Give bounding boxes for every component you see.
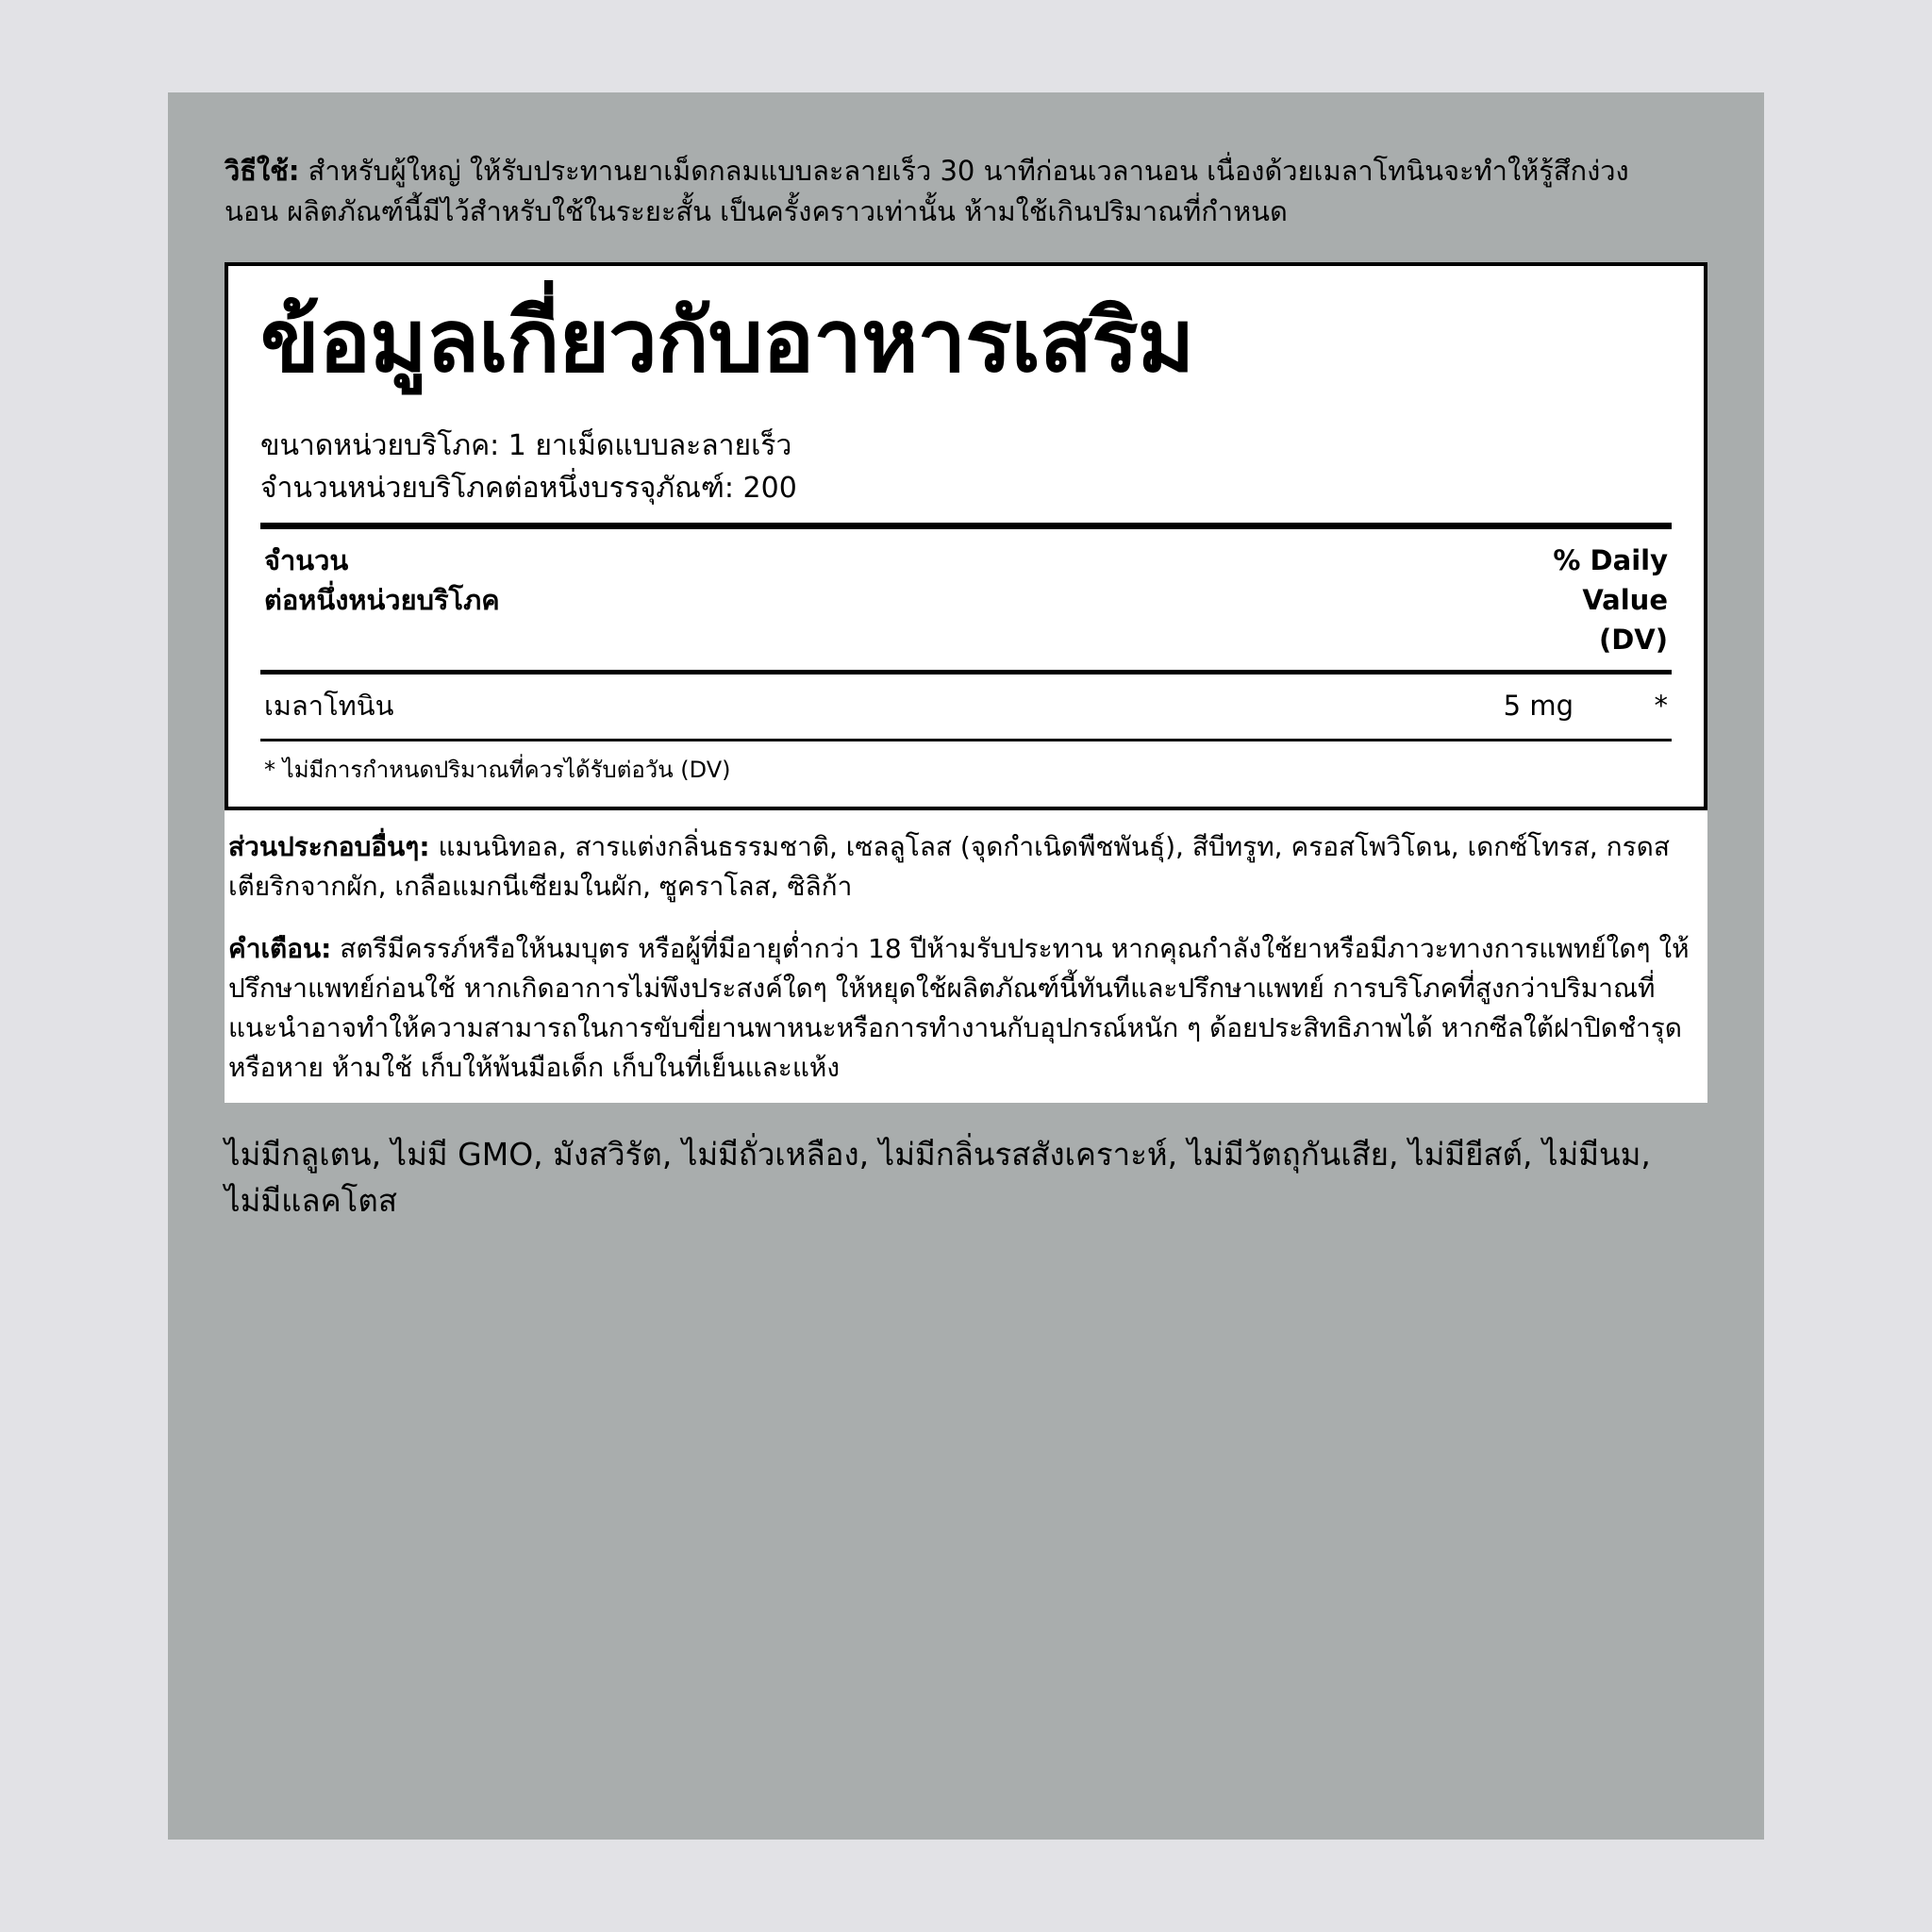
other-ingredients-label: ส่วนประกอบอื่นๆ: <box>228 830 430 862</box>
divider-thick-top <box>260 523 1672 529</box>
facts-table-header <box>260 529 1672 669</box>
supplement-facts-title: ข้อมูลเกี่ยวกับอาหารเสริม <box>260 290 1194 391</box>
warning-paragraph <box>228 929 1704 1088</box>
servings-per-container: จำนวนหน่วยบริโภคต่อหนึ่งบรรจุภัณฑ์: 200 <box>260 472 797 506</box>
directions-paragraph <box>225 151 1658 232</box>
table-row <box>260 675 1672 739</box>
amount-header-line2: ต่อหนึ่งหน่วยบริโภค <box>264 584 500 617</box>
warning-label: คำเตือน: <box>228 932 332 964</box>
dv-header-line3: (DV) <box>1598 624 1668 657</box>
dv-header-line1: % Daily <box>1553 544 1668 577</box>
directions-label: วิธีใช้: <box>225 155 300 187</box>
amount-header-line1: จำนวน <box>264 544 349 577</box>
amount-per-serving-header <box>264 541 500 620</box>
nutrient-amount: 5 mg <box>1503 689 1574 722</box>
free-from-claims: ไม่มีกลูเตน, ไม่มี GMO, มังสวิรัต, ไม่มีถั่วเหลือง, ไม่มีกลิ่นรสสังเคราะห์, ไม่มีวัตถุกันเสีย, ไม่มียีสต์, ไม่มีนม, ไม่มีแลคโตส <box>225 1135 1651 1219</box>
daily-value-header <box>1553 541 1668 659</box>
warning-text: สตรีมีครรภ์หรือให้นมบุตร หรือผู้ที่มีอายุต่ำกว่า 18 ปีห้ามรับประทาน หากคุณกำลังใช้ยาหรือมีภาวะทางการแพทย์ใดๆ ให้ปรึกษาแพทย์ก่อนใช้ หากเกิดอาการไม่พึงประสงค์ใดๆ ให้หยุดใช้ผลิตภัณฑ์นี้ทันทีและปรึกษาแพทย์ การบริโภคที่สูงกว่าปริมาณที่แนะนำอาจทำให้ความสามารถในการขับขี่ยานพาหนะหรือการทำงานกับอุปกรณ์หนัก ๆ ด้อยประสิทธิภาพได้ หากซีลใต้ฝาปิดชำรุดหรือหาย ห้ามใช้ เก็บให้พ้นมือเด็ก เก็บในที่เย็นและแห้ง <box>228 932 1690 1083</box>
label-page <box>168 92 1764 1840</box>
daily-value-footnote: * ไม่มีการกำหนดปริมาณที่ควรได้รับต่อวัน (DV) <box>264 756 731 783</box>
nutrient-daily-value: * <box>1654 689 1668 722</box>
other-ingredients-text: แมนนิทอล, สารแต่งกลิ่นธรรมชาติ, เซลลูโลส (จุดกำเนิดพืชพันธุ์), สีบีทรูท, ครอสโพวิโดน, เดกซ์โทรส, กรดสเตียริกจากผัก, เกลือแมกนีเซียมในผัก, ซูคราโลส, ซิลิก้า <box>228 830 1670 902</box>
nutrient-name: เมลาโทนิน <box>264 689 394 722</box>
directions-text: สำหรับผู้ใหญ่ ให้รับประทานยาเม็ดกลมแบบละลายเร็ว 30 นาทีก่อนเวลานอน เนื่องด้วยเมลาโทนินจะทำให้รู้สึกง่วงนอน ผลิตภัณฑ์นี้มีไว้สำหรับใช้ในระยะสั้น เป็นครั้งคราวเท่านั้น ห้ามใช้เกินปริมาณที่กำหนด <box>225 155 1629 227</box>
other-ingredients-paragraph <box>228 827 1704 907</box>
dv-header-line2: Value <box>1582 584 1668 617</box>
supplement-facts-panel <box>225 262 1707 810</box>
label-content <box>225 151 1707 1224</box>
lower-text-block <box>225 810 1707 1103</box>
serving-size: ขนาดหน่วยบริโภค: 1 ยาเม็ดแบบละลายเร็ว <box>260 429 792 463</box>
